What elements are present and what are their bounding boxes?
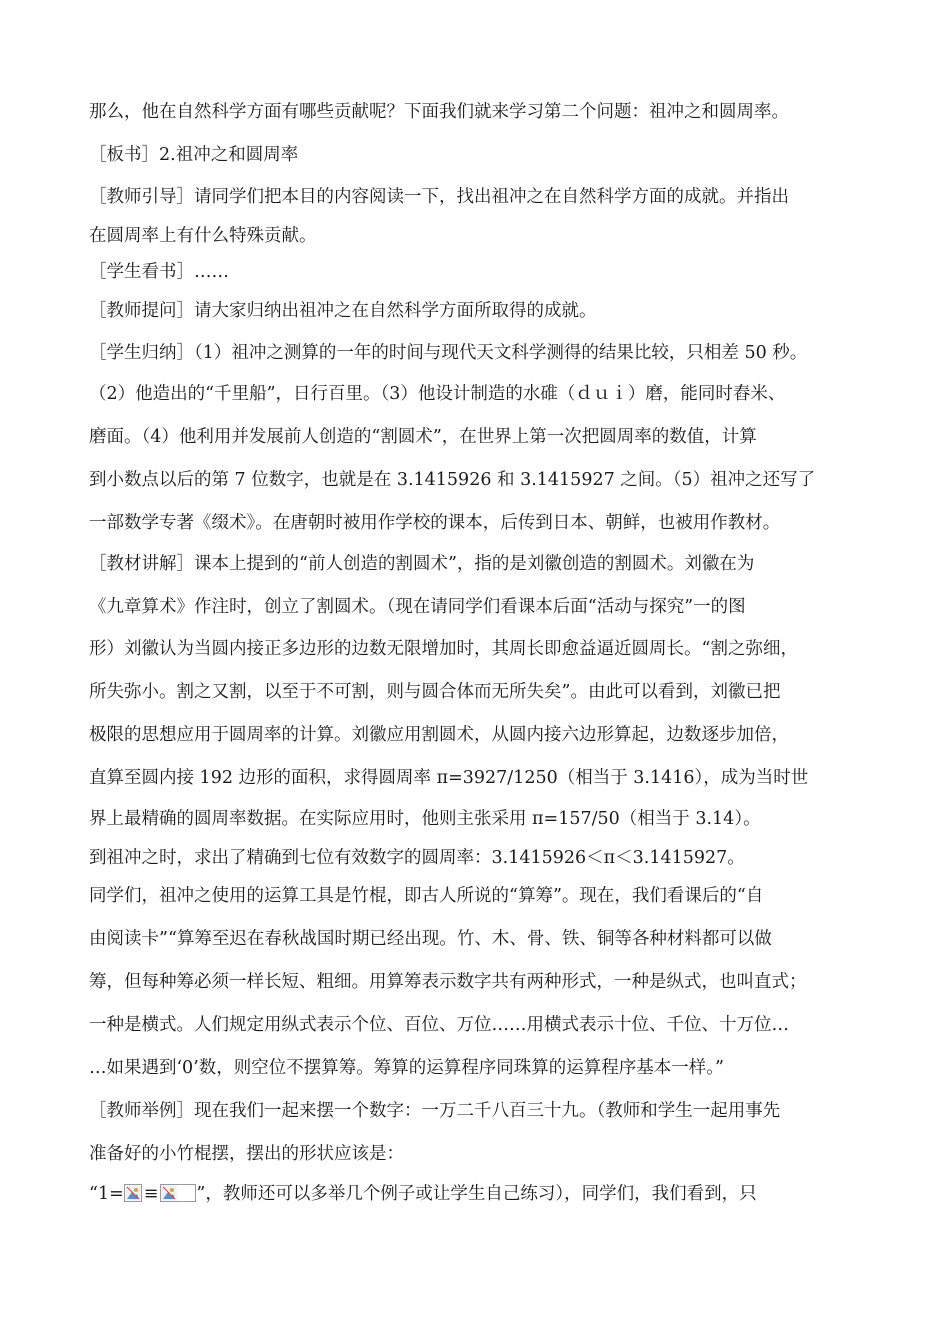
rod-equiv-symbol: ≡ [143,1184,159,1204]
rod-example-suffix: ”，教师还可以多举几个例子或让学生自己练习），同学们，我们看到，只 [196,1184,757,1204]
rod-example-prefix: “1= [89,1184,124,1204]
paragraph-line: ［学生归纳］（1）祖冲之测算的一年的时间与现代天文科学测得的结果比较，只相差 50 秒。 [89,343,808,363]
paragraph-line: 准备好的小竹棍摆，摆出的形状应该是： [89,1144,404,1164]
paragraph-line: 《九章算术》作注时，创立了割圆术。（现在请同学们看课本后面“活动与探究”一的图 [89,597,746,617]
paragraph-line: ［教师提问］请大家归纳出祖冲之在自然科学方面所取得的成就。 [89,301,597,321]
rod-numeral-image-icon [160,1184,196,1202]
paragraph-line: …如果遇到‘0’数，则空位不摆算筹。筹算的运算程序同珠算的运算程序基本一样。” [89,1058,724,1078]
paragraph-line: 磨面。（4）他利用并发展前人创造的“割圆术”，在世界上第一次把圆周率的数值，计算 [89,427,757,447]
paragraph-line: 那么，他在自然科学方面有哪些贡献呢？下面我们就来学习第二个问题：祖冲之和圆周率。 [89,102,789,122]
paragraph-line: 同学们，祖冲之使用的运算工具是竹棍，即古人所说的“算筹”。现在，我们看课后的“自 [89,886,764,906]
paragraph-line: ［教师引导］请同学们把本目的内容阅读一下，找出祖冲之在自然科学方面的成就。并指出 [89,187,789,207]
paragraph-line: ［学生看书］…… [89,262,229,282]
paragraph-line: 在圆周率上有什么特殊贡献。 [89,226,317,246]
paragraph-line: （2）他造出的“千里船”，日行百里。（3）他设计制造的水碓（ｄｕｉ）磨，能同时舂米、 [89,384,786,404]
paragraph-line: ［教材讲解］课本上提到的“前人创造的割圆术”，指的是刘徽创造的割圆术。刘徽在为 [89,554,755,574]
rod-numeral-image-icon [124,1184,142,1202]
paragraph-line: 一部数学专著《缀术》。在唐朝时被用作学校的课本，后传到日本、朝鲜，也被用作教材。 [89,513,781,533]
paragraph-line: 直算至圆内接 192 边形的面积，求得圆周率 π=3927/1250（相当于 3.1416），成为当时世 [89,768,809,788]
paragraph-line: 形）刘徽认为当圆内接正多边形的边数无限增加时，其周长即愈益逼近圆周长。“割之弥细， [89,639,798,659]
paragraph-line-with-images [89,1181,890,1207]
paragraph-line: 所失弥小。割之又割，以至于不可割，则与圆合体而无所失矣”。由此可以看到，刘徽已把 [89,682,781,702]
paragraph-line: 由阅读卡”“算筹至迟在春秋战国时期已经出现。竹、木、骨、铁、铜等各种材料都可以做 [89,929,772,949]
paragraph-line: 界上最精确的圆周率数据。在实际应用时，他则主张采用 π=157/50（相当于 3.14）。 [89,809,761,829]
paragraph-line: 筹，但每种筹必须一样长短、粗细。用算筹表示数字共有两种形式，一种是纵式，也叫直式； [89,972,807,992]
paragraph-line: ［教师举例］现在我们一起来摆一个数字：一万二千八百三十九。（教师和学生一起用事先 [89,1101,781,1121]
paragraph-line: 一种是横式。人们规定用纵式表示个位、百位、万位……用横式表示十位、千位、十万位… [89,1015,789,1035]
paragraph-line: 极限的思想应用于圆周率的计算。刘徽应用割圆术，从圆内接六边形算起，边数逐步加倍， [89,725,789,745]
paragraph-line: ［板书］2.祖冲之和圆周率 [89,145,299,165]
paragraph-line: 到小数点以后的第 7 位数字，也就是在 3.1415926 和 3.1415927 之间。（5）祖冲之还写了 [89,470,816,490]
paragraph-line: 到祖冲之时，求出了精确到七位有效数字的圆周率：3.1415926＜π＜3.1415927。 [89,848,745,868]
